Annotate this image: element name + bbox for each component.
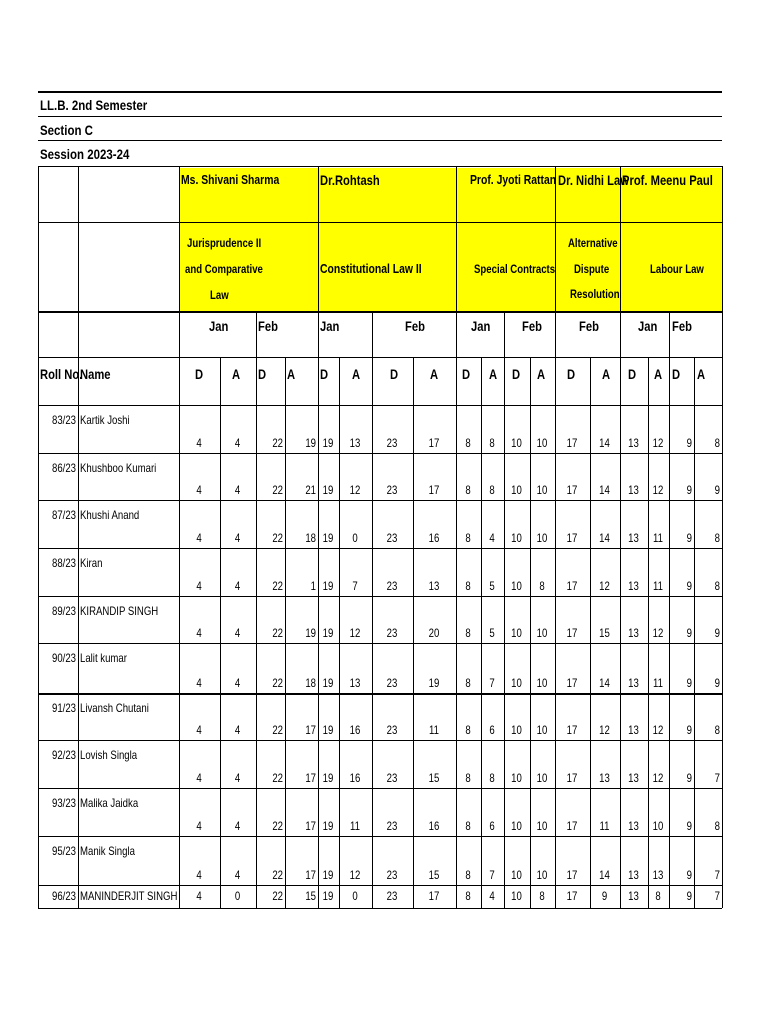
student-name-cell: Malika Jaidka [80, 796, 139, 810]
attended-cell: 13 [428, 579, 440, 593]
attended-cell: 4 [234, 723, 241, 737]
days-cell: 9 [686, 579, 692, 593]
attended-cell: 4 [234, 483, 241, 497]
days-cell: 23 [386, 531, 398, 545]
attended-cell: 10 [536, 868, 548, 882]
days-cell: 22 [272, 483, 283, 497]
days-cell: 4 [196, 483, 202, 497]
days-cell: 10 [511, 436, 522, 450]
attended-cell: 4 [234, 531, 241, 545]
student-name-cell: Lovish Singla [80, 748, 138, 762]
days-cell: 8 [465, 436, 471, 450]
days-cell: 19 [322, 889, 334, 903]
days-cell: 8 [465, 819, 471, 833]
student-name-cell: Kiran [80, 556, 103, 570]
attended-cell: 8 [539, 889, 545, 903]
attended-cell: 7 [714, 889, 720, 903]
days-cell: 19 [322, 676, 334, 690]
attended-cell: 10 [536, 771, 548, 785]
days-cell: 13 [628, 531, 639, 545]
roll-no-header: Roll No. [40, 366, 83, 382]
roll-no-cell: 89/23 [51, 604, 76, 618]
month-label: Jan [471, 318, 491, 334]
attended-cell: 0 [352, 889, 358, 903]
attended-cell: 16 [349, 723, 361, 737]
subject-1-line-1: Jurisprudence II [187, 236, 262, 250]
da-header: A [430, 366, 439, 382]
student-name-cell: Livansh Chutani [80, 701, 149, 715]
attended-cell: 8 [714, 819, 720, 833]
days-cell: 13 [628, 771, 639, 785]
days-cell: 13 [628, 579, 639, 593]
days-cell: 23 [386, 889, 398, 903]
attended-cell: 11 [429, 723, 439, 737]
attended-cell: 15 [428, 868, 440, 882]
attended-cell: 14 [599, 676, 610, 690]
grid-vline [413, 357, 414, 908]
grid-vline [694, 357, 695, 908]
attended-cell: 0 [234, 889, 241, 903]
days-cell: 4 [196, 889, 202, 903]
days-cell: 8 [465, 579, 471, 593]
attended-cell: 7 [489, 868, 495, 882]
days-cell: 23 [386, 771, 398, 785]
attended-cell: 12 [349, 483, 361, 497]
subject-2: Constitutional Law II [320, 261, 422, 276]
attended-cell: 12 [652, 483, 664, 497]
attended-cell: 12 [599, 723, 610, 737]
student-name-cell: Khushi Anand [80, 508, 140, 522]
subject-4-line-3: Resolution [570, 287, 620, 301]
attended-cell: 17 [428, 483, 440, 497]
days-cell: 19 [322, 436, 334, 450]
attended-cell: 17 [305, 723, 316, 737]
attended-cell: 21 [305, 483, 316, 497]
da-header: D [258, 366, 267, 382]
grid-vline [38, 166, 39, 908]
days-cell: 23 [386, 579, 398, 593]
grid-vline [339, 357, 340, 908]
attended-cell: 16 [428, 819, 440, 833]
attended-cell: 4 [489, 531, 495, 545]
da-header: A [287, 366, 296, 382]
days-cell: 22 [272, 868, 283, 882]
grid-hline [38, 140, 722, 141]
grid-vline [504, 311, 505, 908]
student-name-cell: KIRANDIP SINGH [80, 604, 159, 618]
grid-vline [620, 166, 621, 908]
grid-vline [179, 166, 180, 908]
attended-cell: 17 [305, 771, 316, 785]
teacher-4: Dr. Nidhi Law [558, 172, 629, 188]
attended-cell: 0 [352, 531, 358, 545]
days-cell: 4 [196, 676, 202, 690]
attended-cell: 10 [536, 676, 548, 690]
attended-cell: 14 [599, 868, 610, 882]
grid-vline [456, 166, 457, 908]
attended-cell: 7 [352, 579, 358, 593]
attended-cell: 17 [305, 868, 316, 882]
subject-4-line-1: Alternative [568, 236, 618, 250]
days-cell: 4 [196, 771, 202, 785]
attended-cell: 19 [305, 626, 316, 640]
grid-vline [481, 357, 482, 908]
grid-vline [648, 357, 649, 908]
da-header: A [537, 366, 546, 382]
days-cell: 23 [386, 868, 398, 882]
days-cell: 9 [686, 868, 692, 882]
attended-cell: 8 [714, 723, 720, 737]
da-header: D [390, 366, 399, 382]
days-cell: 9 [686, 531, 692, 545]
days-cell: 9 [686, 676, 692, 690]
days-cell: 13 [628, 626, 639, 640]
month-label: Feb [522, 318, 542, 334]
days-cell: 13 [628, 889, 639, 903]
attended-cell: 7 [714, 771, 720, 785]
subject-1-line-3: Law [210, 288, 229, 302]
attended-cell: 13 [652, 868, 664, 882]
roll-no-cell: 95/23 [51, 844, 76, 858]
attended-cell: 14 [599, 483, 610, 497]
days-cell: 17 [566, 676, 578, 690]
da-header: A [654, 366, 663, 382]
days-cell: 8 [465, 676, 471, 690]
attended-cell: 18 [305, 676, 316, 690]
attended-cell: 10 [536, 723, 548, 737]
attended-cell: 7 [714, 868, 720, 882]
days-cell: 9 [686, 626, 692, 640]
days-cell: 13 [628, 436, 639, 450]
attended-cell: 17 [305, 819, 316, 833]
roll-no-cell: 87/23 [51, 508, 76, 522]
days-cell: 17 [566, 819, 578, 833]
da-header: A [697, 366, 706, 382]
roll-no-cell: 93/23 [51, 796, 76, 810]
days-cell: 17 [566, 579, 578, 593]
days-cell: 23 [386, 483, 398, 497]
attended-cell: 8 [714, 436, 720, 450]
attended-cell: 19 [428, 676, 440, 690]
month-label: Feb [672, 318, 692, 334]
roll-no-cell: 92/23 [51, 748, 76, 762]
grid-hline [38, 908, 722, 909]
teacher-3: Prof. Jyoti Rattan [470, 172, 557, 187]
subject-5: Labour Law [650, 262, 704, 276]
days-cell: 8 [465, 868, 471, 882]
attended-cell: 15 [599, 626, 610, 640]
roll-no-cell: 90/23 [51, 651, 76, 665]
roll-no-cell: 83/23 [51, 413, 76, 427]
days-cell: 10 [511, 889, 522, 903]
days-cell: 8 [465, 626, 471, 640]
days-cell: 17 [566, 483, 578, 497]
da-header: D [628, 366, 637, 382]
attended-cell: 9 [714, 676, 720, 690]
days-cell: 19 [322, 531, 334, 545]
days-cell: 19 [322, 579, 334, 593]
session-title: Session 2023-24 [40, 146, 130, 162]
attended-cell: 4 [234, 868, 241, 882]
attended-cell: 9 [601, 889, 608, 903]
da-header: D [320, 366, 329, 382]
days-cell: 10 [511, 531, 522, 545]
da-header: A [489, 366, 498, 382]
attended-cell: 4 [234, 579, 241, 593]
month-label: Feb [579, 318, 599, 334]
name-header: Name [80, 366, 111, 382]
attended-cell: 12 [599, 579, 610, 593]
student-name-cell: Manik Singla [80, 844, 135, 858]
days-cell: 22 [272, 626, 283, 640]
days-cell: 22 [272, 579, 283, 593]
attended-cell: 16 [349, 771, 361, 785]
days-cell: 17 [566, 889, 578, 903]
attended-cell: 5 [489, 626, 495, 640]
attended-cell: 8 [489, 771, 495, 785]
days-cell: 19 [322, 483, 334, 497]
section-title: Section C [40, 122, 93, 138]
attended-cell: 16 [428, 531, 440, 545]
program-title: LL.B. 2nd Semester [40, 97, 148, 113]
attended-cell: 6 [489, 819, 495, 833]
days-cell: 10 [511, 676, 522, 690]
attended-cell: 1 [310, 579, 316, 593]
days-cell: 19 [322, 626, 334, 640]
da-header: D [567, 366, 576, 382]
da-header: D [195, 366, 204, 382]
days-cell: 23 [386, 676, 398, 690]
attended-cell: 12 [652, 771, 664, 785]
grid-vline [722, 166, 723, 908]
attended-cell: 11 [350, 819, 360, 833]
roll-no-cell: 88/23 [51, 556, 76, 570]
teacher-5: Prof. Meenu Paul [622, 172, 713, 188]
days-cell: 19 [322, 819, 334, 833]
attended-cell: 10 [536, 819, 548, 833]
days-cell: 4 [196, 868, 202, 882]
attended-cell: 4 [234, 436, 241, 450]
da-header: A [352, 366, 361, 382]
attended-cell: 17 [428, 889, 440, 903]
student-name-cell: Khushboo Kumari [80, 461, 157, 475]
days-cell: 22 [272, 889, 283, 903]
attended-cell: 9 [714, 483, 720, 497]
attended-cell: 12 [652, 436, 664, 450]
attended-cell: 11 [653, 579, 663, 593]
days-cell: 10 [511, 483, 522, 497]
roll-no-cell: 86/23 [51, 461, 76, 475]
days-cell: 19 [322, 723, 334, 737]
student-name-cell: MANINDERJIT SINGH [80, 889, 178, 903]
grid-vline [285, 357, 286, 908]
days-cell: 9 [686, 819, 692, 833]
days-cell: 22 [272, 723, 283, 737]
subject-4-line-2: Dispute [574, 262, 610, 276]
attended-cell: 10 [536, 531, 548, 545]
days-cell: 19 [322, 771, 334, 785]
attended-cell: 8 [539, 579, 545, 593]
days-cell: 4 [196, 531, 202, 545]
subject-1-line-2: and Comparative [185, 262, 263, 276]
attended-cell: 12 [349, 868, 361, 882]
days-cell: 4 [196, 579, 202, 593]
days-cell: 10 [511, 819, 522, 833]
teacher-1: Ms. Shivani Sharma [181, 172, 280, 187]
days-cell: 23 [386, 819, 398, 833]
attended-cell: 4 [234, 676, 241, 690]
days-cell: 10 [511, 868, 522, 882]
attended-cell: 13 [599, 771, 610, 785]
days-cell: 8 [465, 723, 471, 737]
attended-cell: 4 [489, 889, 495, 903]
grid-vline [530, 357, 531, 908]
days-cell: 10 [511, 626, 522, 640]
attended-cell: 8 [489, 436, 495, 450]
days-cell: 13 [628, 819, 639, 833]
attended-cell: 8 [489, 483, 495, 497]
grid-vline [78, 166, 79, 908]
month-label: Jan [320, 318, 340, 334]
month-label: Jan [638, 318, 658, 334]
days-cell: 9 [686, 436, 692, 450]
attended-cell: 12 [652, 723, 664, 737]
attended-cell: 9 [714, 626, 720, 640]
days-cell: 17 [566, 436, 578, 450]
days-cell: 9 [686, 771, 692, 785]
attended-cell: 11 [599, 819, 610, 833]
days-cell: 10 [511, 579, 522, 593]
attended-cell: 12 [349, 626, 361, 640]
attended-cell: 20 [428, 626, 440, 640]
days-cell: 8 [465, 531, 471, 545]
teacher-2: Dr.Rohtash [320, 172, 380, 188]
days-cell: 22 [272, 676, 283, 690]
attended-cell: 4 [234, 819, 241, 833]
student-name-cell: Lalit kumar [80, 651, 127, 665]
days-cell: 17 [566, 531, 578, 545]
days-cell: 4 [196, 436, 202, 450]
days-cell: 22 [272, 436, 283, 450]
days-cell: 10 [511, 771, 522, 785]
days-cell: 23 [386, 723, 398, 737]
days-cell: 13 [628, 676, 639, 690]
days-cell: 23 [386, 626, 398, 640]
grid-vline [669, 311, 670, 908]
grid-vline [590, 357, 591, 908]
attended-cell: 13 [349, 436, 361, 450]
da-header: A [232, 366, 241, 382]
days-cell: 13 [628, 483, 639, 497]
attended-cell: 10 [536, 436, 548, 450]
days-cell: 22 [272, 531, 283, 545]
roll-no-cell: 96/23 [51, 889, 76, 903]
attended-cell: 13 [349, 676, 361, 690]
attended-cell: 8 [655, 889, 661, 903]
da-header: D [512, 366, 521, 382]
attended-cell: 11 [653, 676, 663, 690]
grid-vline [256, 311, 257, 908]
attended-cell: 15 [305, 889, 316, 903]
attended-cell: 4 [234, 771, 241, 785]
days-cell: 23 [386, 436, 398, 450]
days-cell: 4 [196, 819, 202, 833]
attended-cell: 17 [428, 436, 440, 450]
attended-cell: 7 [489, 676, 495, 690]
attended-cell: 11 [653, 531, 663, 545]
days-cell: 9 [686, 889, 692, 903]
grid-vline [555, 166, 556, 908]
attended-cell: 6 [489, 723, 495, 737]
attended-cell: 14 [599, 531, 610, 545]
days-cell: 9 [686, 483, 692, 497]
days-cell: 17 [566, 771, 578, 785]
grid-vline [372, 311, 373, 908]
da-header: A [602, 366, 611, 382]
student-name-cell: Kartik Joshi [80, 413, 130, 427]
grid-vline [220, 357, 221, 908]
attended-cell: 14 [599, 436, 610, 450]
month-label: Feb [405, 318, 425, 334]
days-cell: 22 [272, 771, 283, 785]
da-header: D [462, 366, 471, 382]
days-cell: 4 [196, 626, 202, 640]
attended-cell: 19 [305, 436, 316, 450]
month-label: Feb [258, 318, 278, 334]
attended-cell: 10 [536, 626, 548, 640]
days-cell: 13 [628, 868, 639, 882]
days-cell: 9 [686, 723, 692, 737]
attended-cell: 4 [234, 626, 241, 640]
roll-no-cell: 91/23 [51, 701, 76, 715]
attended-cell: 5 [489, 579, 495, 593]
days-cell: 8 [465, 483, 471, 497]
days-cell: 8 [465, 771, 471, 785]
da-header: D [672, 366, 681, 382]
attended-cell: 8 [714, 579, 720, 593]
days-cell: 8 [465, 889, 471, 903]
attended-cell: 8 [714, 531, 720, 545]
subject-3: Special Contracts [474, 262, 556, 276]
days-cell: 17 [566, 868, 578, 882]
days-cell: 13 [628, 723, 639, 737]
grid-hline [38, 116, 722, 117]
attended-cell: 12 [652, 626, 664, 640]
attended-cell: 15 [428, 771, 440, 785]
days-cell: 17 [566, 723, 578, 737]
days-cell: 10 [511, 723, 522, 737]
days-cell: 19 [322, 868, 334, 882]
attended-cell: 10 [652, 819, 664, 833]
grid-vline [318, 166, 319, 908]
month-label: Jan [209, 318, 229, 334]
attended-cell: 18 [305, 531, 316, 545]
attended-cell: 10 [536, 483, 548, 497]
days-cell: 17 [566, 626, 578, 640]
days-cell: 4 [196, 723, 202, 737]
grid-hline [38, 91, 722, 93]
days-cell: 22 [272, 819, 283, 833]
